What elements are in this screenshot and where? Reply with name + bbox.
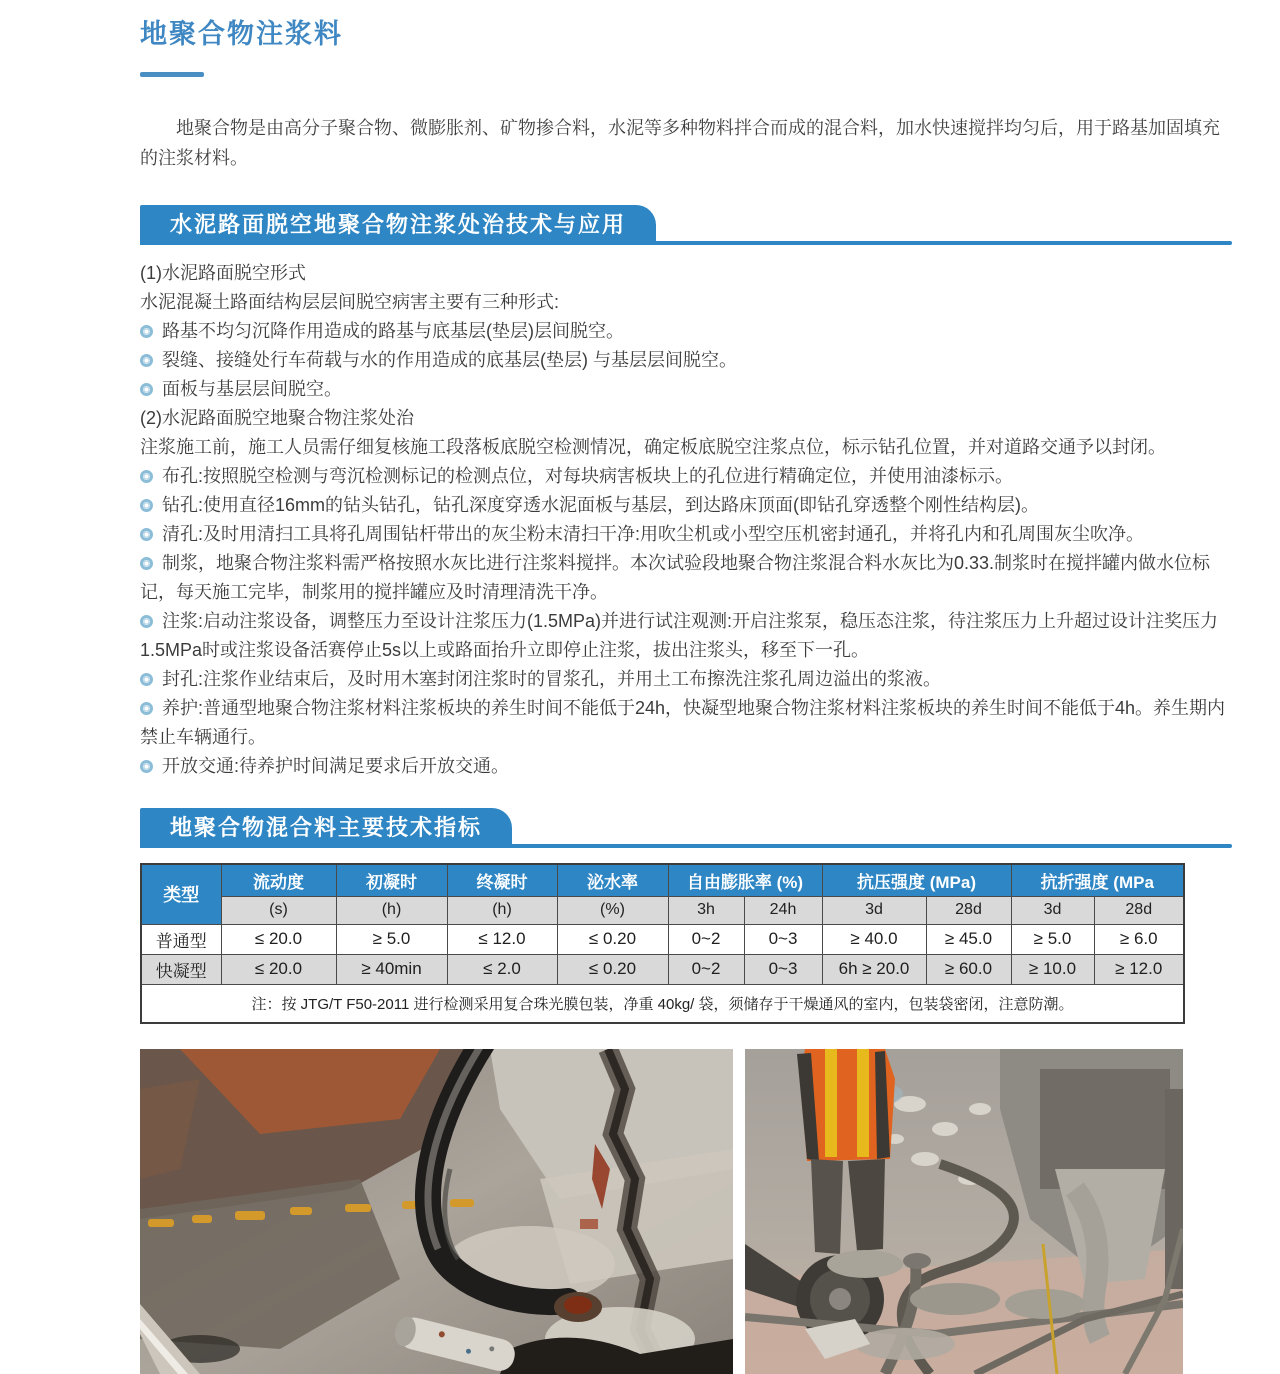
bullet-item <box>140 665 1232 694</box>
intro-paragraph: 地聚合物是由高分子聚合物、微膨胀剂、矿物掺合料，水泥等多种物料拌合而成的混合料，加水快速搅拌均匀后，用于路基加固填充的注浆材料。 <box>140 118 1220 168</box>
table-cell: ≤ 20.0 <box>221 924 336 954</box>
paragraph-text: 注浆施工前，施工人员需仔细复核施工段落板底脱空检测情况，确定板底脱空注浆点位，标示钻孔位置，并对道路交通予以封闭。 <box>140 437 1166 457</box>
paragraph <box>140 433 1232 462</box>
photo-right-illustration <box>745 1049 1183 1374</box>
section1-body <box>140 259 1232 781</box>
table-cell: 6h ≥ 20.0 <box>822 954 926 984</box>
unit-header: 3h <box>668 896 744 924</box>
bullet-item <box>140 752 1232 781</box>
bullet-item <box>140 491 1232 520</box>
table-cell: ≥ 5.0 <box>336 924 447 954</box>
table-cell: ≥ 12.0 <box>1094 954 1184 984</box>
paragraph <box>140 288 1232 317</box>
photo-row <box>140 1049 1232 1374</box>
bullet-ring-icon <box>140 499 153 512</box>
paragraph <box>140 404 1232 433</box>
column-header: 类型 <box>141 864 221 924</box>
bullet-ring-icon <box>140 325 153 338</box>
table-row <box>141 954 1184 984</box>
bullet-ring-icon <box>140 354 153 367</box>
table-cell: 0~3 <box>744 954 822 984</box>
table-cell: ≤ 0.20 <box>557 924 668 954</box>
table-cell: 0~2 <box>668 954 744 984</box>
paragraph-text: 封孔:注浆作业结束后，及时用木塞封闭注浆时的冒浆孔，并用土工布擦洗注浆孔周边溢出的浆液。 <box>162 669 941 689</box>
bullet-item <box>140 694 1232 752</box>
section2-header <box>140 808 1232 848</box>
spec-table-head <box>141 864 1184 924</box>
table-cell: ≤ 2.0 <box>447 954 557 984</box>
table-cell: ≥ 10.0 <box>1011 954 1094 984</box>
section1-header <box>140 205 1232 245</box>
paragraph-text: 钻孔:使用直径16mm的钻头钻孔，钻孔深度穿透水泥面板与基层，到达路床顶面(即钻孔穿透整个刚性结构层)。 <box>162 495 1039 515</box>
unit-header: (s) <box>221 896 336 924</box>
bullet-ring-icon <box>140 383 153 396</box>
paragraph-text: 清孔:及时用清扫工具将孔周围钻杆带出的灰尘粉末清扫干净:用吹尘机或小型空压机密封通孔，并将孔内和孔周围灰尘吹净。 <box>162 524 1144 544</box>
bullet-ring-icon <box>140 470 153 483</box>
paragraph-text: 注浆:启动注浆设备，调整压力至设计注浆压力(1.5MPa)并进行试注观测:开启注浆泵，稳压态注浆，待注浆压力上升超过设计注奖压力1.5MPa时或注浆设备活赛停止5s以上或路面抬升立即停止注浆，拔出注浆头，移至下一孔。 <box>140 611 1219 660</box>
photo-grouting-hose-on-pavement <box>140 1049 733 1374</box>
bullet-ring-icon <box>140 760 153 773</box>
paragraph-text: 面板与基层层间脱空。 <box>162 379 342 399</box>
column-header: 自由膨胀率 (%) <box>668 864 822 896</box>
note-row <box>141 984 1184 1023</box>
paragraph-text: 布孔:按照脱空检测与弯沉检测标记的检测点位，对每块病害板块上的孔位进行精确定位，并使用油漆标示。 <box>162 466 1013 486</box>
section1-heading: 水泥路面脱空地聚合物注浆处治技术与应用 <box>140 205 656 245</box>
bullet-item <box>140 317 1232 346</box>
table-cell: ≥ 45.0 <box>926 924 1011 954</box>
spec-table <box>140 863 1185 1024</box>
column-header: 抗压强度 (MPa) <box>822 864 1011 896</box>
bullet-item <box>140 462 1232 491</box>
paragraph-text: 水泥混凝土路面结构层层间脱空病害主要有三种形式: <box>140 292 559 312</box>
unit-header: 28d <box>926 896 1011 924</box>
unit-header: 3d <box>822 896 926 924</box>
unit-header: 3d <box>1011 896 1094 924</box>
paragraph-text: 制浆，地聚合物注浆料需严格按照水灰比进行注浆料搅拌。本次试验段地聚合物注浆混合料水灰比为0.33.制浆时在搅拌罐内做水位标记，每天施工完毕，制浆用的搅拌罐应及时清理清洗干净。 <box>140 553 1211 602</box>
bullet-ring-icon <box>140 673 153 686</box>
table-cell: ≥ 40min <box>336 954 447 984</box>
spec-table-body <box>141 924 1184 1023</box>
bullet-ring-icon <box>140 702 153 715</box>
unit-header: 24h <box>744 896 822 924</box>
column-header: 初凝时 <box>336 864 447 896</box>
bullet-item <box>140 549 1232 607</box>
unit-header: (h) <box>447 896 557 924</box>
photo-left-illustration <box>140 1049 733 1374</box>
table-cell: ≥ 40.0 <box>822 924 926 954</box>
column-header: 泌水率 <box>557 864 668 896</box>
bullet-item <box>140 375 1232 404</box>
header-row-units <box>141 896 1184 924</box>
spec-table-wrap <box>140 863 1232 1024</box>
section2-heading: 地聚合物混合料主要技术指标 <box>140 808 512 848</box>
bullet-item <box>140 520 1232 549</box>
table-cell: 0~2 <box>668 924 744 954</box>
table-cell: 0~3 <box>744 924 822 954</box>
unit-header: (%) <box>557 896 668 924</box>
column-header: 抗折强度 (MPa <box>1011 864 1184 896</box>
row-label: 普通型 <box>141 924 221 954</box>
paragraph-text: 路基不均匀沉降作用造成的路基与底基层(垫层)层间脱空。 <box>162 321 624 341</box>
paragraph-text: 开放交通:待养护时间满足要求后开放交通。 <box>162 756 509 776</box>
table-cell: ≥ 6.0 <box>1094 924 1184 954</box>
unit-header: (h) <box>336 896 447 924</box>
photo-worker-grouting-site <box>745 1049 1183 1374</box>
paragraph-text: 裂缝、接缝处行车荷载与水的作用造成的底基层(垫层) 与基层层间脱空。 <box>162 350 737 370</box>
bullet-ring-icon <box>140 528 153 541</box>
table-note: 注：按 JTG/T F50-2011 进行检测采用复合珠光膜包装，净重 40kg/ 袋，须储存于干燥通风的室内，包装袋密闭，注意防潮。 <box>141 984 1184 1023</box>
table-cell: ≤ 20.0 <box>221 954 336 984</box>
page-content <box>140 0 1232 1374</box>
bullet-ring-icon <box>140 615 153 628</box>
paragraph <box>140 259 1232 288</box>
table-cell: ≥ 5.0 <box>1011 924 1094 954</box>
unit-header: 28d <box>1094 896 1184 924</box>
paragraph-text: 养护:普通型地聚合物注浆材料注浆板块的养生时间不能低于24h，快凝型地聚合物注浆材料注浆板块的养生时间不能低于4h。养生期内禁止车辆通行。 <box>140 698 1226 747</box>
table-cell: ≥ 60.0 <box>926 954 1011 984</box>
bullet-item <box>140 346 1232 375</box>
bullet-item <box>140 607 1232 665</box>
table-row <box>141 924 1184 954</box>
paragraph-text: (1)水泥路面脱空形式 <box>140 263 306 283</box>
table-cell: ≤ 12.0 <box>447 924 557 954</box>
title-underline <box>140 72 204 77</box>
column-header: 流动度 <box>221 864 336 896</box>
page-title: 地聚合物注浆料 <box>140 19 343 49</box>
row-label: 快凝型 <box>141 954 221 984</box>
bullet-ring-icon <box>140 557 153 570</box>
table-cell: ≤ 0.20 <box>557 954 668 984</box>
column-header: 终凝时 <box>447 864 557 896</box>
header-row-groups <box>141 864 1184 896</box>
paragraph-text: (2)水泥路面脱空地聚合物注浆处治 <box>140 408 414 428</box>
